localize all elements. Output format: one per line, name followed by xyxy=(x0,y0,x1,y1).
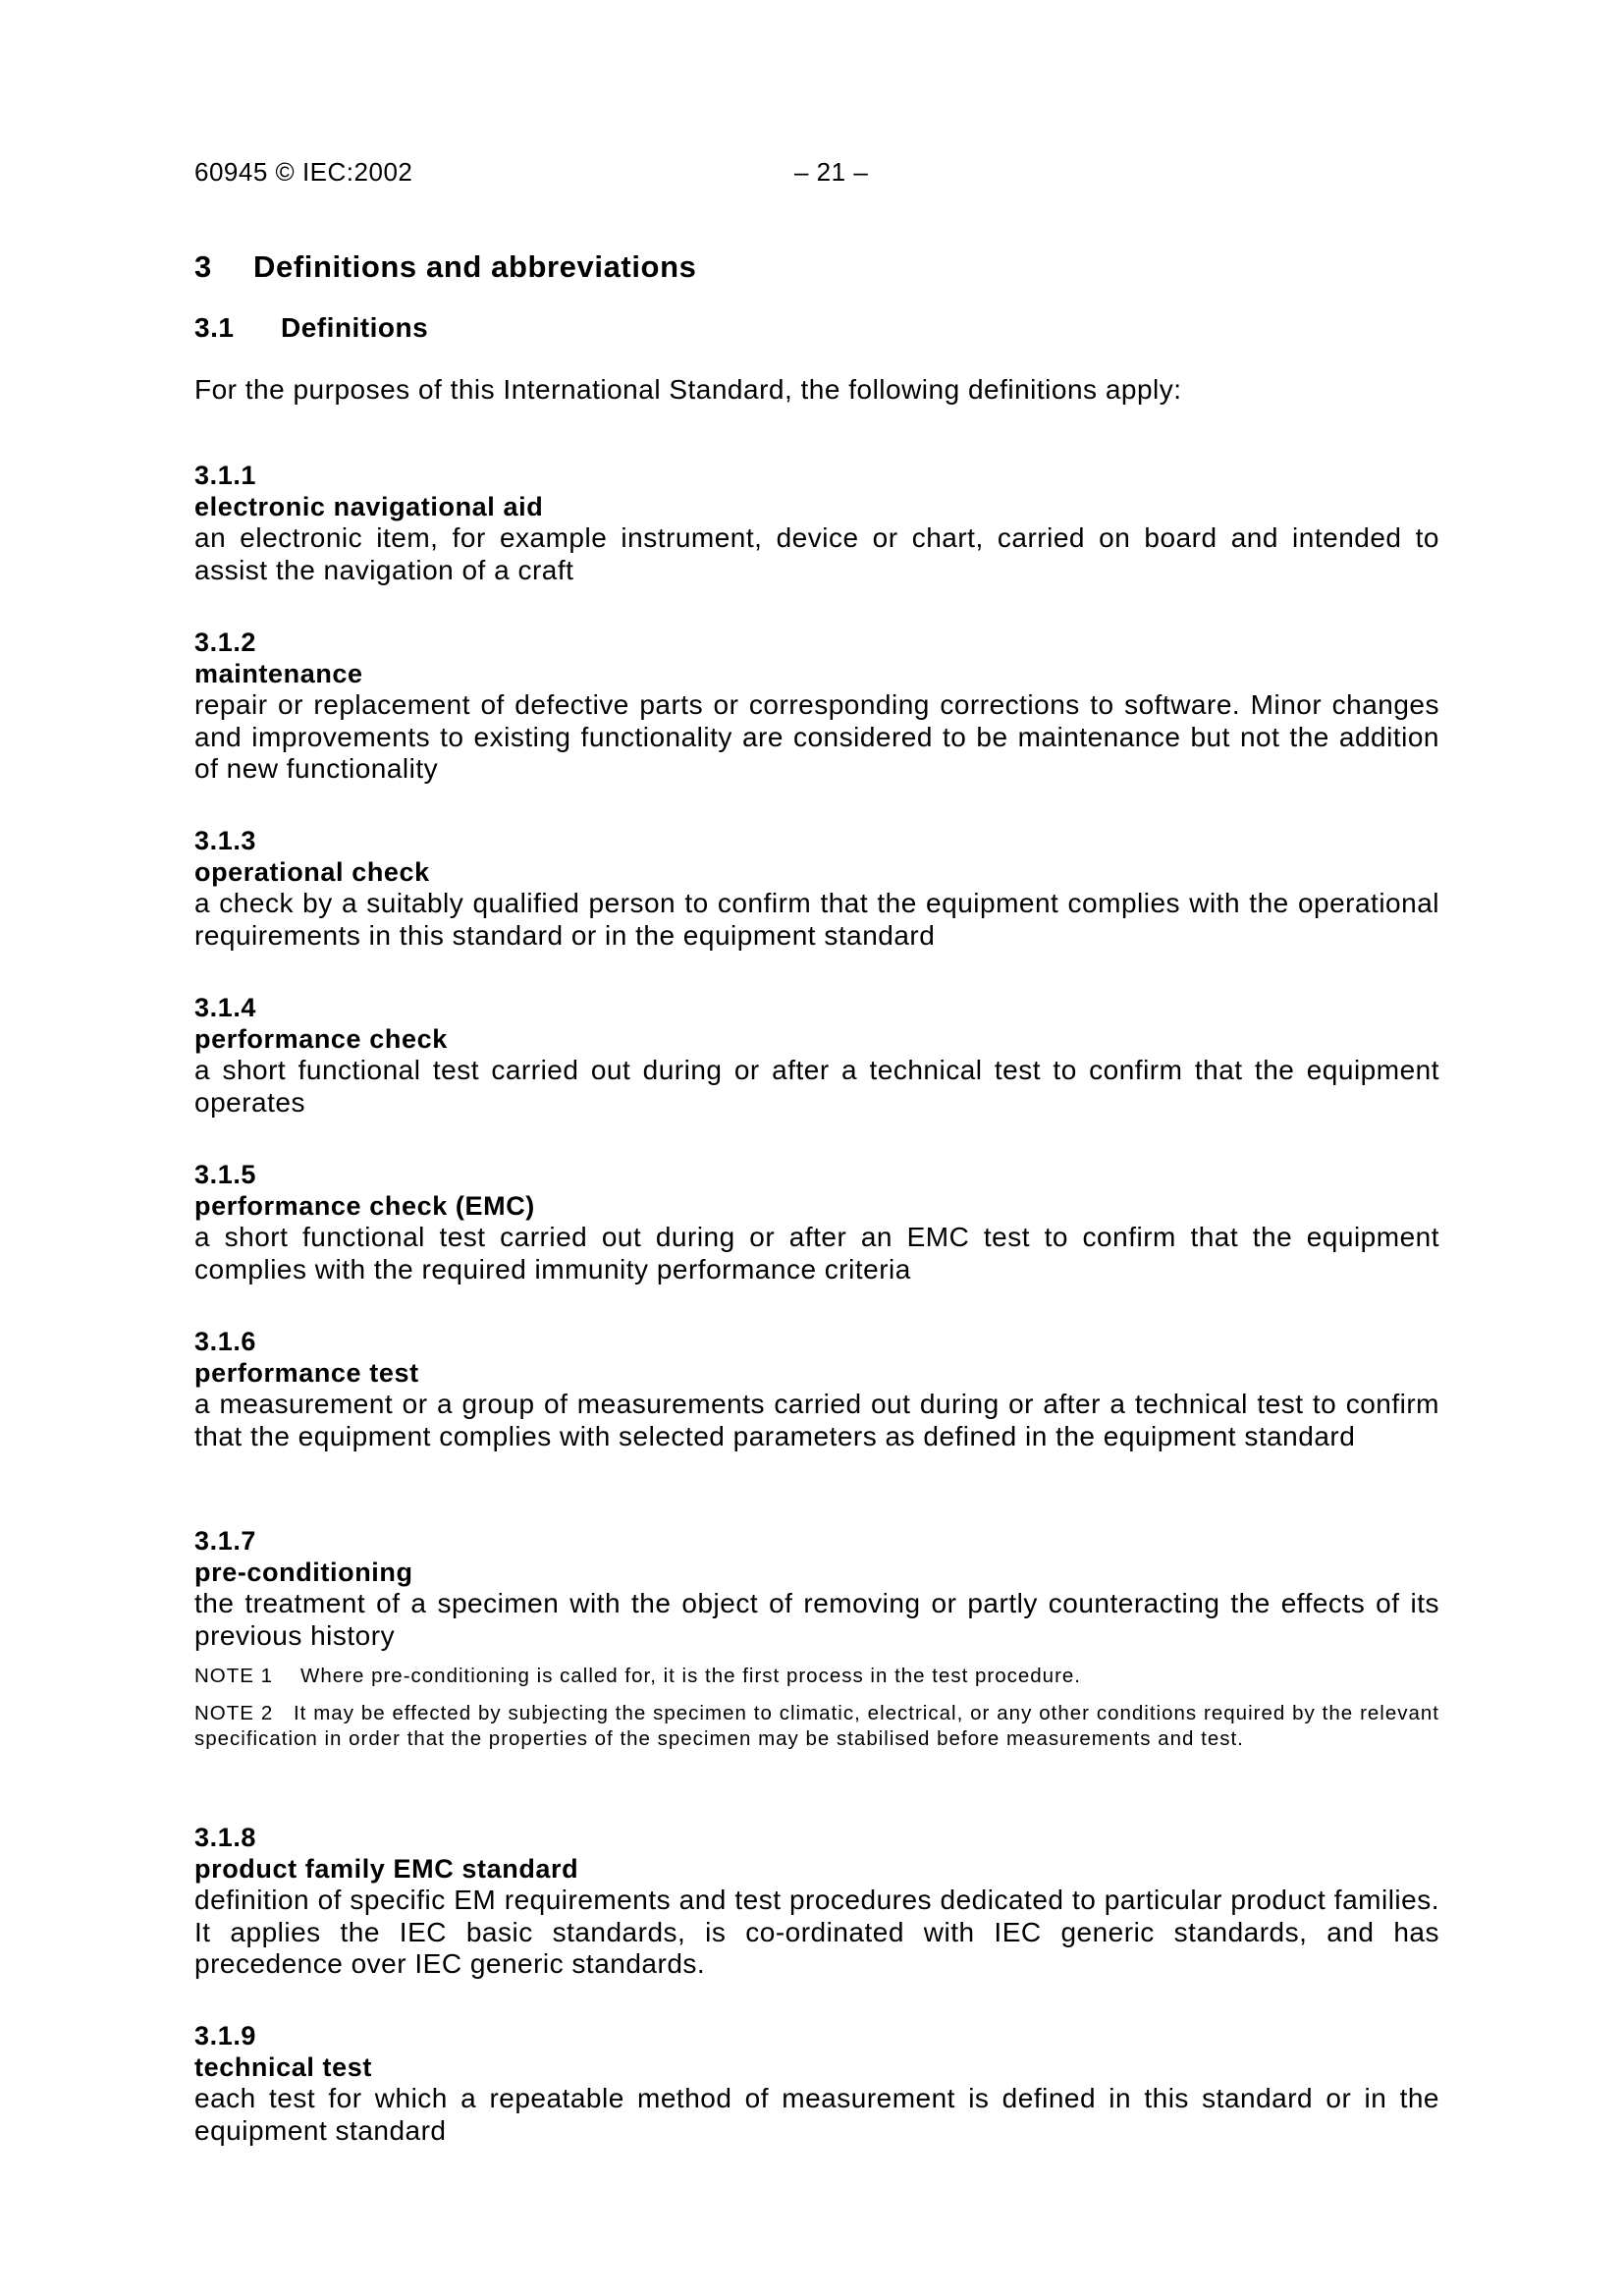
term-number: 3.1.5 xyxy=(194,1160,257,1189)
page-header xyxy=(194,157,1439,189)
term-name: maintenance xyxy=(194,659,363,688)
document-reference xyxy=(194,157,412,188)
note xyxy=(194,1664,1439,1689)
term-number: 3.1.4 xyxy=(194,993,257,1022)
section-title: Definitions and abbreviations xyxy=(253,249,697,284)
term-definition: each test for which a repeatable method of measurement is defined in this standard or in the equipment standard xyxy=(194,2083,1439,2146)
term-name: performance check (EMC) xyxy=(194,1191,535,1221)
definition-entry xyxy=(194,627,1439,786)
copyright-symbol: © xyxy=(275,157,296,187)
term-number: 3.1.9 xyxy=(194,2021,257,2050)
term-definition: a measurement or a group of measurements carried out during or after a technical test to confirm that the equipment complies with selected parameters as defined in the equipment standard xyxy=(194,1389,1439,1451)
definition-entry xyxy=(194,825,1439,952)
section-heading xyxy=(194,249,696,285)
term-definition: a short functional test carried out during or after an EMC test to confirm that the equipment complies with the required immunity performance criteria xyxy=(194,1222,1439,1285)
term-name: electronic navigational aid xyxy=(194,492,544,521)
term-name: product family EMC standard xyxy=(194,1854,579,1884)
subsection-heading xyxy=(194,312,428,344)
term-number: 3.1.8 xyxy=(194,1823,257,1852)
term-name: pre-conditioning xyxy=(194,1558,413,1587)
intro-paragraph: For the purposes of this International Standard, the following definitions apply: xyxy=(194,374,1182,405)
term-definition: a short functional test carried out during or after a technical test to confirm that the equipment operates xyxy=(194,1055,1439,1118)
definition-entry xyxy=(194,1525,1439,1752)
definition-entry xyxy=(194,1822,1439,1981)
subsection-title: Definitions xyxy=(281,312,429,343)
term-number: 3.1.7 xyxy=(194,1526,257,1556)
document-suffix: IEC:2002 xyxy=(301,157,413,187)
definition-entry xyxy=(194,1326,1439,1452)
subsection-number: 3.1 xyxy=(194,312,235,343)
definition-entry xyxy=(194,460,1439,586)
definition-entry xyxy=(194,1159,1439,1285)
term-number: 3.1.1 xyxy=(194,461,257,490)
section-number: 3 xyxy=(194,249,212,284)
term-definition: an electronic item, for example instrument, device or chart, carried on board and intended to assist the navigation of a craft xyxy=(194,522,1439,585)
term-number: 3.1.3 xyxy=(194,826,257,855)
term-name: performance test xyxy=(194,1358,419,1388)
term-definition: a check by a suitably qualified person to confirm that the equipment complies with the operational requirements in this standard or in the equipment standard xyxy=(194,888,1439,951)
term-definition: repair or replacement of defective parts or corresponding corrections to software. Minor changes and improvements to existing functionality are considered to be maintenance but not the addition of new functionality xyxy=(194,689,1439,784)
term-name: performance check xyxy=(194,1024,448,1054)
term-number: 3.1.2 xyxy=(194,628,257,657)
definition-entry xyxy=(194,2020,1439,2147)
term-definition: the treatment of a specimen with the object of removing or partly counteracting the effects of its previous history xyxy=(194,1588,1439,1651)
term-name: operational check xyxy=(194,857,430,887)
definition-entry xyxy=(194,992,1439,1119)
term-number: 3.1.6 xyxy=(194,1327,257,1356)
document-number: 60945 xyxy=(194,157,268,187)
term-name: technical test xyxy=(194,2052,372,2082)
note-text: Where pre-conditioning is called for, it is the first process in the test procedure. xyxy=(300,1665,1082,1687)
page-number: – 21 – xyxy=(794,157,869,187)
note-label: NOTE 2 xyxy=(194,1702,274,1724)
term-definition: definition of specific EM requirements and test procedures dedicated to particular product families. It applies the IEC basic standards, is co-ordinated with IEC generic standards, and has precedence over IEC generic standards. xyxy=(194,1885,1439,1979)
note-label: NOTE 1 xyxy=(194,1665,274,1687)
note-text: It may be effected by subjecting the specimen to climatic, electrical, or any other conditions required by the relevant specification in order that the properties of the specimen may be stabilised before measurements and test. xyxy=(194,1702,1440,1750)
note xyxy=(194,1701,1439,1752)
